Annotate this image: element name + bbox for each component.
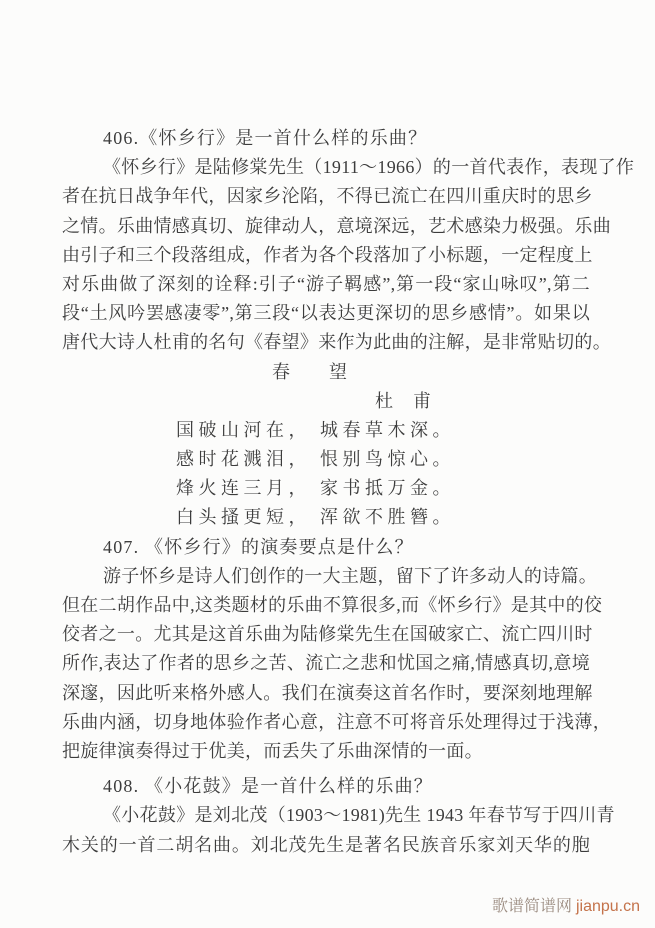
question-407-heading: 407. 《怀乡行》的演奏要点是什么？ (103, 536, 414, 557)
watermark-site-name: 歌谱简谱网 (491, 898, 572, 915)
page-text-block (62, 124, 635, 860)
paragraph-406-line: 由引子和三个段落组成，作者为各个段落加了小标题，一定程度上 (62, 244, 593, 265)
poem-line: 白头搔更短， 浑欲不胜簪。 (176, 507, 455, 528)
paragraph-406-line: 段“土风吟罢感凄零”,第三段“以表达更深切的思乡感情”。如果以 (62, 303, 590, 324)
paragraph-406-line: 之情。乐曲情感真切、旋律动人，意境深远，艺术感染力极强。乐曲 (62, 215, 611, 236)
paragraph-407-line: 所作,表达了作者的思乡之苦、流亡之悲和忧国之痛,情感真切,意境 (62, 653, 590, 674)
paragraph-408-line: 木关的一首二胡名曲。刘北茂先生是著名民族音乐家刘天华的胞 (62, 834, 590, 855)
poem-title: 春 望 (272, 361, 348, 382)
paragraph-407-line: 但在二胡作品中,这类题材的乐曲不算很多,而《怀乡行》是其中的佼 (62, 595, 603, 615)
question-408-heading: 408. 《小花鼓》是一首什么样的乐曲？ (103, 776, 433, 797)
poem-line: 感时花溅泪， 恨别鸟惊心。 (176, 449, 455, 470)
paragraph-407-line: 佼者之一。尤其是这首乐曲为陆修棠先生在国破家亡、流亡四川时 (62, 624, 593, 645)
poem-author: 杜 甫 (375, 390, 432, 411)
poem-line: 国破山河在， 城春草木深。 (176, 419, 455, 440)
poem-line: 烽火连三月， 家书抵万金。 (176, 478, 455, 499)
watermark (492, 897, 640, 917)
question-406-heading: 406.《怀乡行》是一首什么样的乐曲？ (103, 128, 428, 148)
watermark-site-url: jianpu.cn (575, 898, 640, 915)
paragraph-407-line: 游子怀乡是诗人们创作的一大主题，留下了许多动人的诗篇。 (103, 565, 598, 586)
paragraph-408-line: 《小花鼓》是刘北茂（1903～1981)先生 1943 年春节写于四川青 (103, 805, 615, 826)
paragraph-406-line: 者在抗日战争年代，因家乡沦陷，不得已流亡在四川重庆时的思乡 (62, 186, 593, 207)
paragraph-407-line: 深邃，因此听来格外感人。我们在演奏这首名作时，要深刻地理解 (62, 682, 593, 703)
paragraph-407-line: 把旋律演奏得过于优美，而丢失了乐曲深情的一面。 (62, 740, 483, 761)
paragraph-406-line: 对乐曲做了深刻的诠释:引子“游子羁感”,第一段“家山咏叹”,第二 (62, 273, 590, 294)
paragraph-406-line: 唐代大诗人杜甫的名句《春望》来作为此曲的注解，是非常贴切的。 (62, 332, 611, 353)
paragraph-407-line: 乐曲内涵，切身地体验作者心意，注意不可将音乐处理得过于浅薄， (62, 711, 611, 732)
paragraph-406-line: 《怀乡行》是陆修棠先生（1911～1966）的一首代表作，表现了作 (103, 157, 635, 178)
